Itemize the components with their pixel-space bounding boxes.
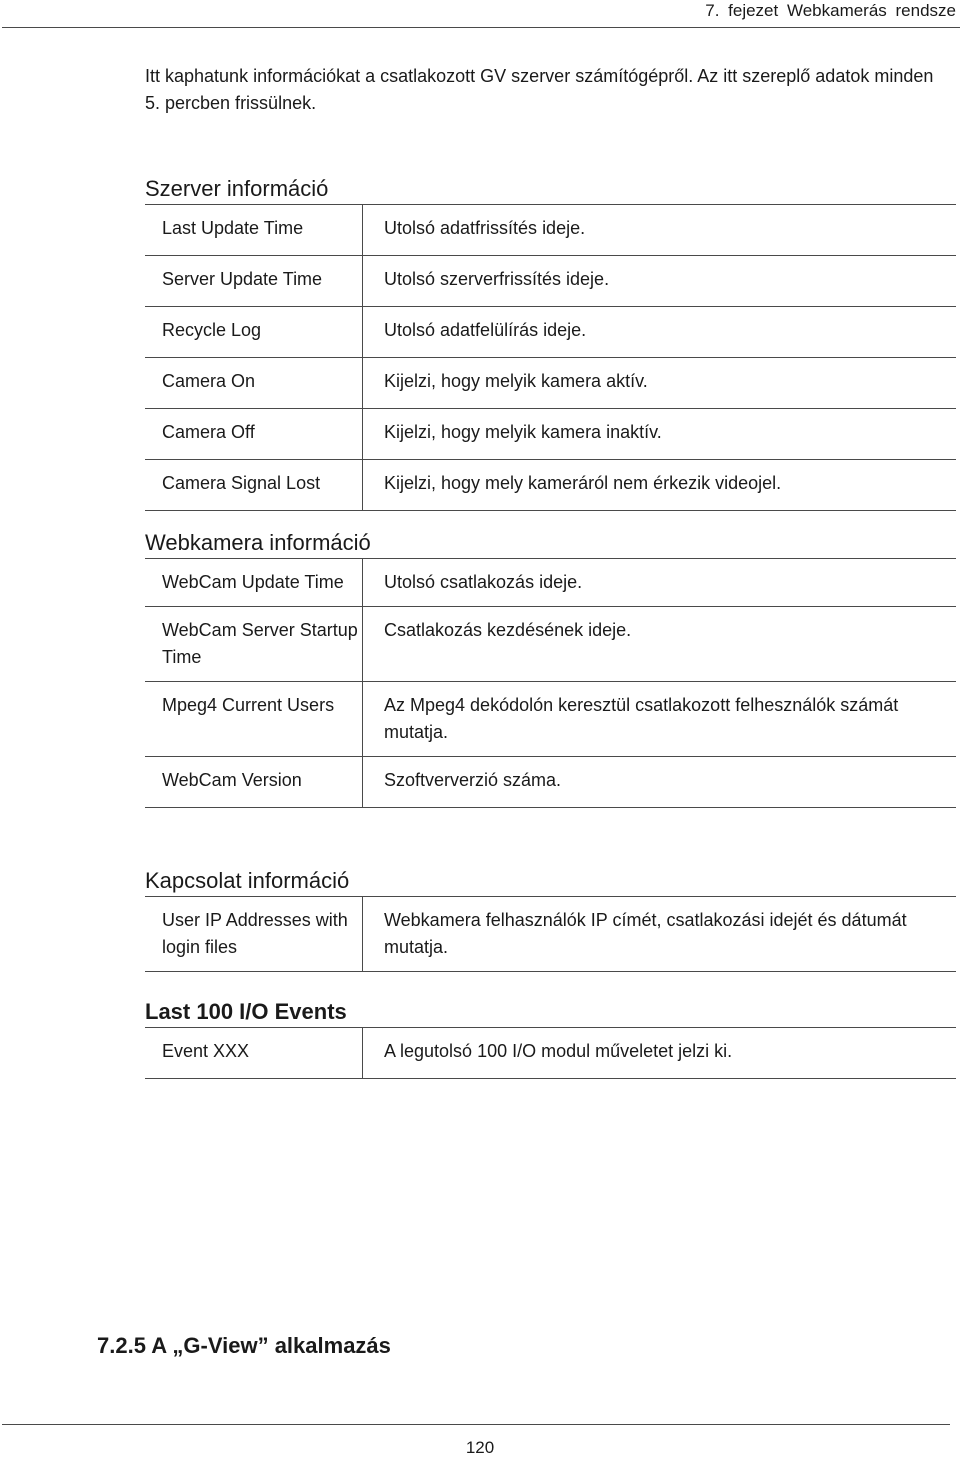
- connection-info-table: [145, 897, 956, 972]
- table-row: [145, 897, 956, 972]
- table-row: [145, 757, 956, 808]
- table-row: [145, 256, 956, 307]
- footer-divider: [2, 1424, 950, 1425]
- description-cell: Utolsó csatlakozás ideje.: [363, 559, 957, 607]
- table-row: [145, 307, 956, 358]
- description-cell: Utolsó adatfelülírás ideje.: [363, 307, 957, 358]
- table-row: [145, 409, 956, 460]
- table-row: [145, 460, 956, 511]
- term-cell: Event XXX: [145, 1028, 363, 1079]
- description-cell: A legutolsó 100 I/O modul műveletet jelzi ki.: [363, 1028, 957, 1079]
- table-row: [145, 607, 956, 682]
- io-events-table: [145, 1028, 956, 1079]
- term-cell: Camera On: [145, 358, 363, 409]
- webcam-info-table: [145, 559, 956, 808]
- table-row: [145, 205, 956, 256]
- term-cell: Mpeg4 Current Users: [145, 682, 363, 757]
- term-cell: WebCam Server Startup Time: [145, 607, 363, 682]
- table-row: [145, 682, 956, 757]
- header-divider: [2, 27, 960, 28]
- section-title-server: Szerver információ: [145, 165, 956, 205]
- section-title-webcam: Webkamera információ: [145, 519, 956, 559]
- description-cell: Utolsó szerverfrissítés ideje.: [363, 256, 957, 307]
- description-cell: Csatlakozás kezdésének ideje.: [363, 607, 957, 682]
- term-cell: Recycle Log: [145, 307, 363, 358]
- io-events-section: [145, 988, 956, 1079]
- term-cell: WebCam Version: [145, 757, 363, 808]
- subsection-heading: 7.2.5 A „G-View” alkalmazás: [97, 1333, 391, 1358]
- term-cell: User IP Addresses with login files: [145, 897, 363, 972]
- description-cell: Kijelzi, hogy mely kameráról nem érkezik videojel.: [363, 460, 957, 511]
- description-cell: Utolsó adatfrissítés ideje.: [363, 205, 957, 256]
- server-info-table: [145, 205, 956, 511]
- page-number: 120: [465, 1438, 495, 1457]
- section-title-connection: Kapcsolat információ: [145, 857, 956, 897]
- table-row: [145, 1028, 956, 1079]
- description-cell: Kijelzi, hogy melyik kamera aktív.: [363, 358, 957, 409]
- description-cell: Webkamera felhasználók IP címét, csatlakozási idejét és dátumát mutatja.: [363, 897, 957, 972]
- description-cell: Az Mpeg4 dekódolón keresztül csatlakozott felhesználók számát mutatja.: [363, 682, 957, 757]
- chapter-header: 7. fejezet Webkamerás rendsze: [705, 1, 956, 20]
- table-row: [145, 358, 956, 409]
- server-info-section: [145, 165, 956, 511]
- connection-info-section: [145, 857, 956, 972]
- webcam-info-section: [145, 519, 956, 808]
- description-cell: Kijelzi, hogy melyik kamera inaktív.: [363, 409, 957, 460]
- term-cell: Camera Off: [145, 409, 363, 460]
- section-title-io-events: Last 100 I/O Events: [145, 988, 956, 1028]
- intro-paragraph: Itt kaphatunk információkat a csatlakozott GV szerver számítógépről. Az itt szereplő adatok minden 5. percben frissülnek.: [145, 66, 934, 113]
- term-cell: Server Update Time: [145, 256, 363, 307]
- term-cell: Last Update Time: [145, 205, 363, 256]
- table-row: [145, 559, 956, 607]
- term-cell: Camera Signal Lost: [145, 460, 363, 511]
- term-cell: WebCam Update Time: [145, 559, 363, 607]
- description-cell: Szoftververzió száma.: [363, 757, 957, 808]
